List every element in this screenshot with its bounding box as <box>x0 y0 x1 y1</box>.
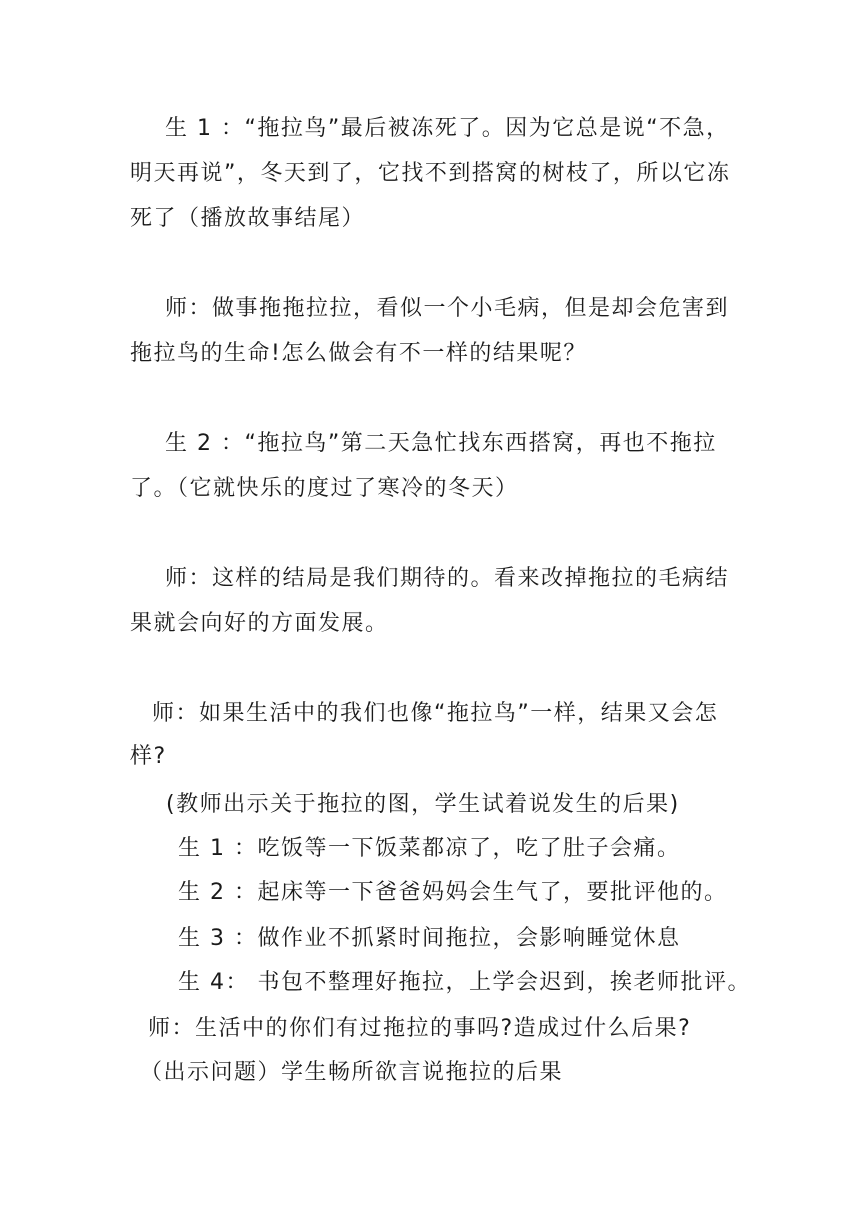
text-line: 拖拉鸟的生命!怎么做会有不一样的结果呢？ <box>130 341 587 366</box>
text-line: 师：如果生活中的我们也像“拖拉鸟”一样，结果又会怎 <box>152 701 719 726</box>
text-line: 样? <box>130 744 167 769</box>
text-line: 死了（播放故事结尾） <box>130 206 366 231</box>
text-line: 果就会向好的方面发展。 <box>130 611 389 636</box>
text-line: 师：这样的结局是我们期待的。看来改掉拖拉的毛病结 <box>165 566 730 591</box>
text-line: 明天再说”，冬天到了，它找不到搭窝的树枝了，所以它冻 <box>130 161 731 186</box>
text-line: 师：生活中的你们有过拖拉的事吗?造成过什么后果? <box>148 1016 692 1041</box>
text-line: (教师出示关于拖拉的图，学生试着说发生的后果) <box>166 792 680 817</box>
text-line: 生 1 ：吃饭等一下饭菜都凉了，吃了肚子会痛。 <box>178 836 681 861</box>
text-line: 生 4： 书包不整理好拖拉，上学会迟到，挨老师批评。 <box>178 970 751 995</box>
text-line: 生 3 ：做作业不抓紧时间拖拉，会影响睡觉休息 <box>178 926 681 951</box>
text-line: 师：做事拖拖拉拉，看似一个小毛病，但是却会危害到 <box>165 296 730 321</box>
text-line: （出示问题）学生畅所欲言说拖拉的后果 <box>140 1060 564 1085</box>
text-line: 生 2 ：起床等一下爸爸妈妈会生气了，要批评他的。 <box>178 880 728 905</box>
text-line: 生 2 ：“拖拉鸟”第二天急忙找东西搭窝，再也不拖拉 <box>165 431 717 456</box>
text-line: 了。（它就快乐的度过了寒冷的冬天） <box>130 476 519 501</box>
text-line: 生 1 ：“拖拉鸟”最后被冻死了。因为它总是说“不急， <box>165 116 730 141</box>
